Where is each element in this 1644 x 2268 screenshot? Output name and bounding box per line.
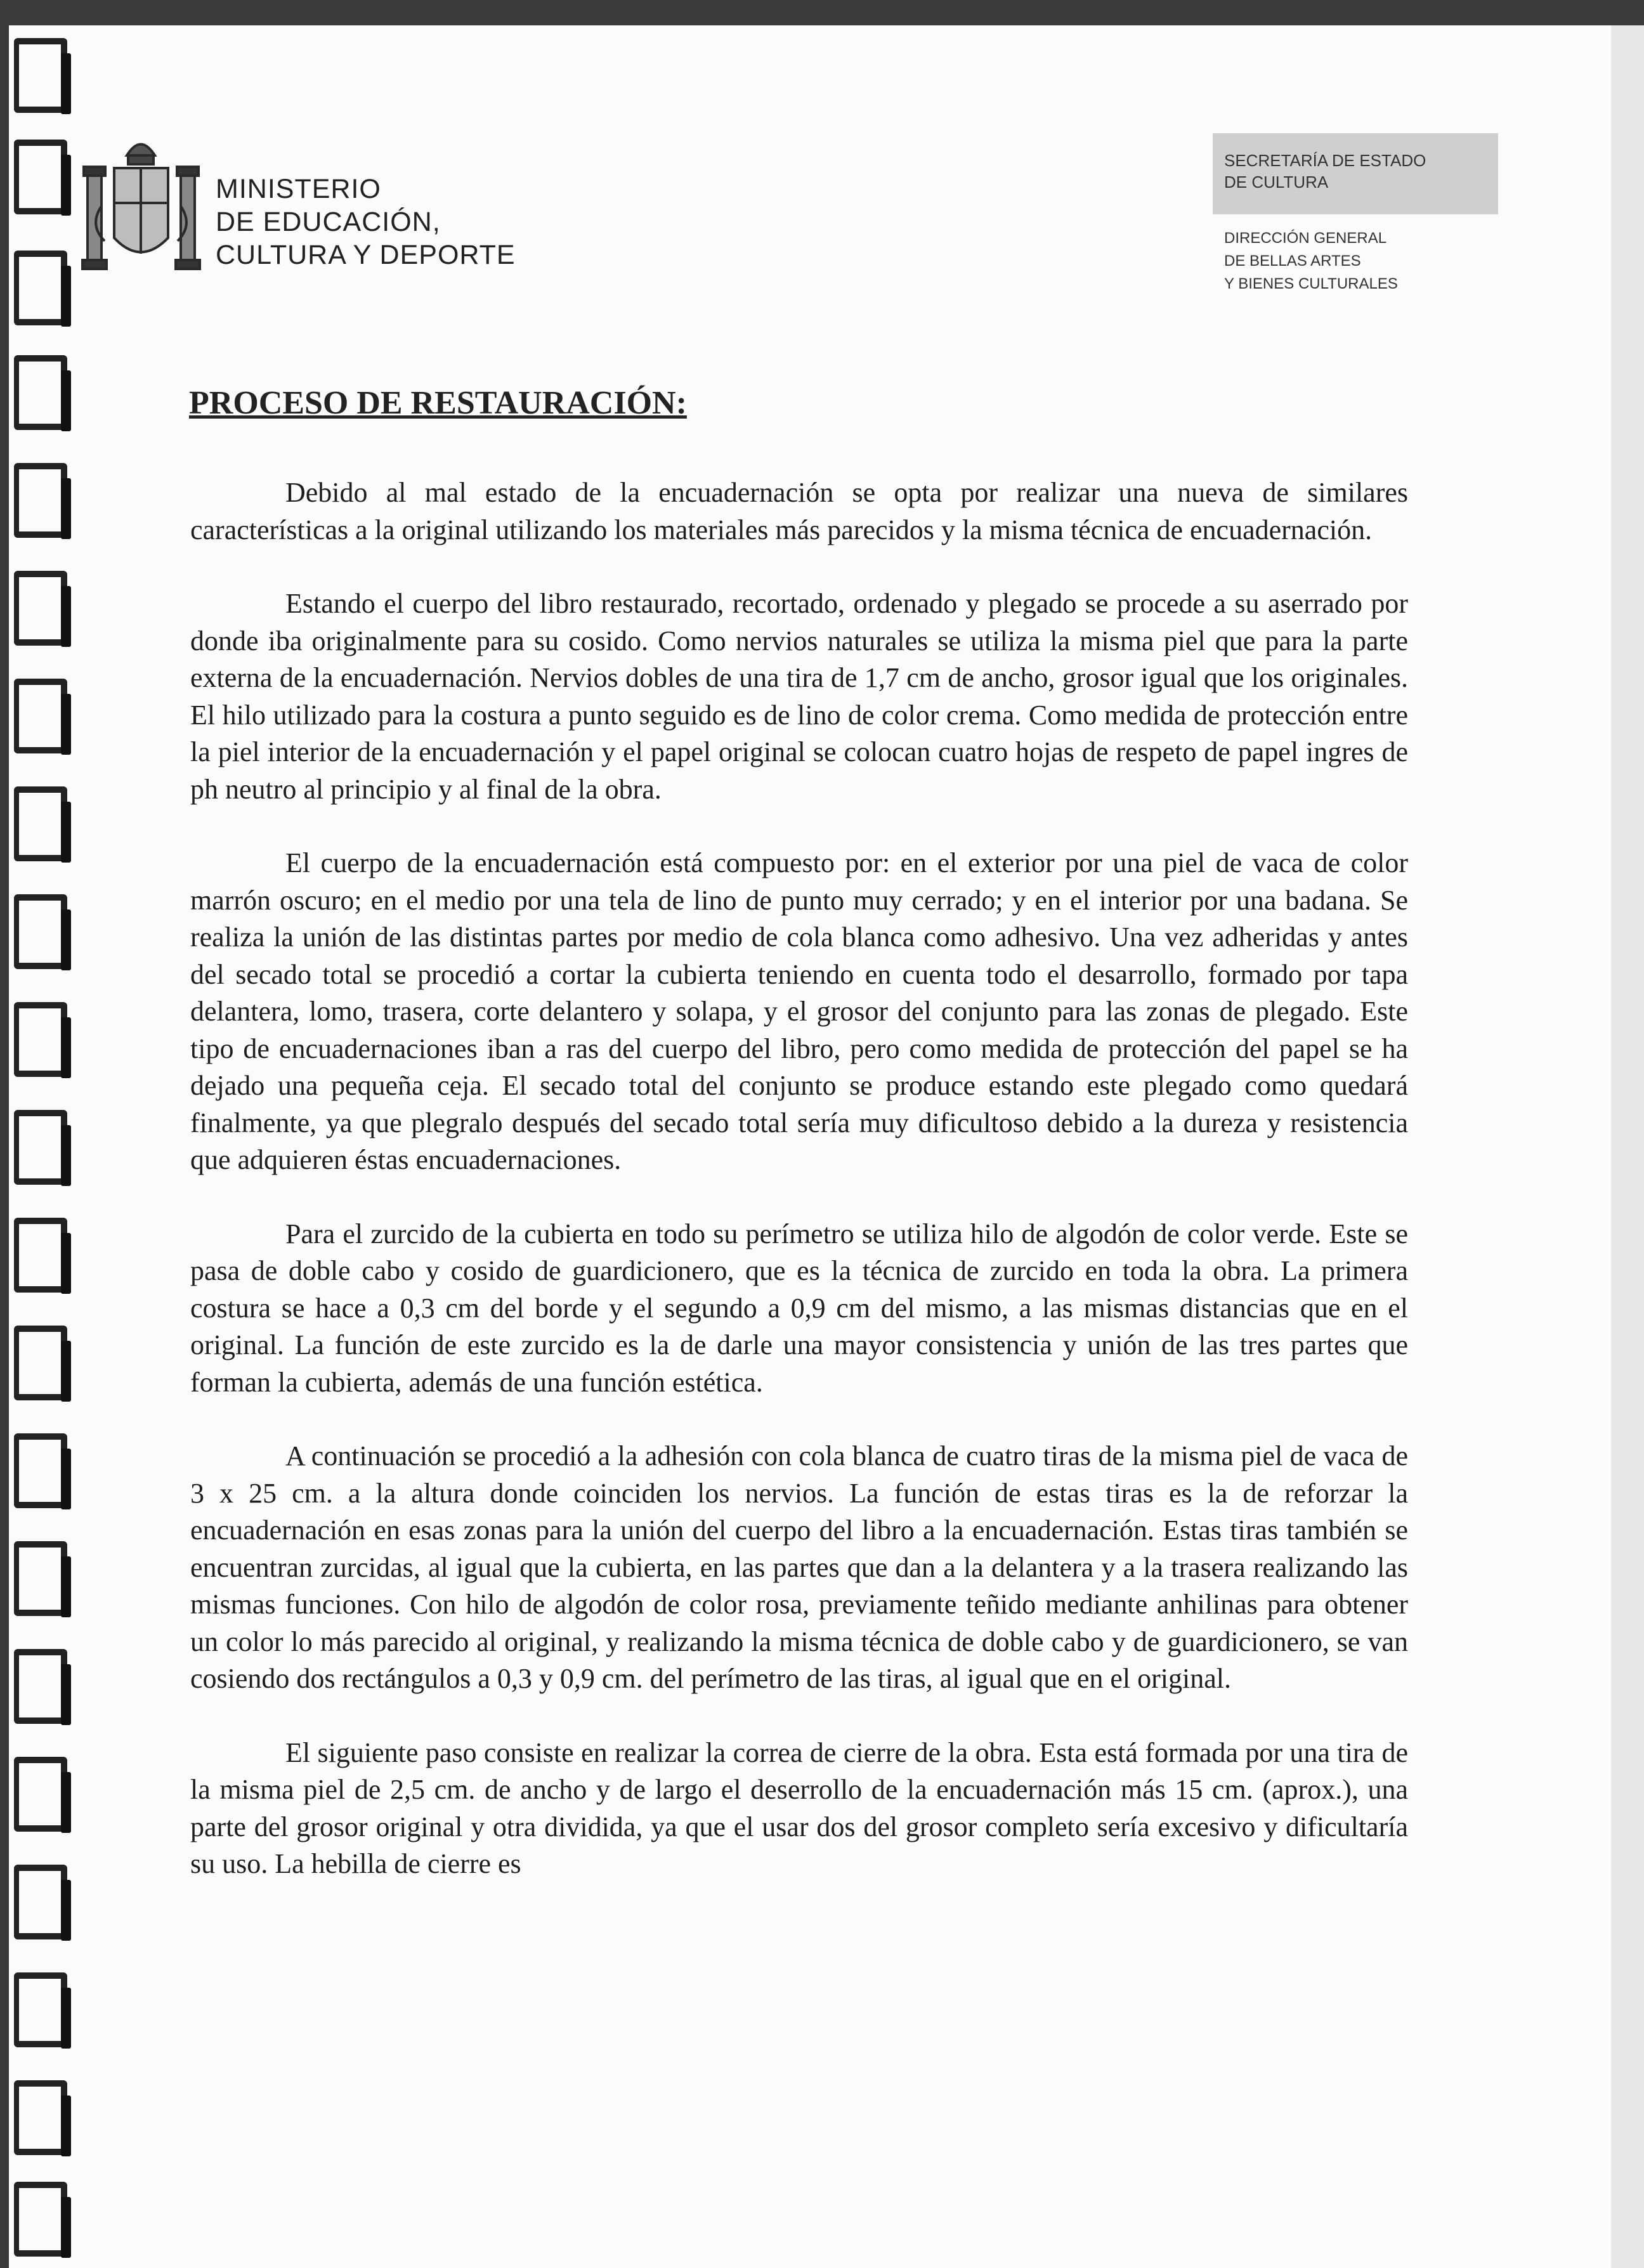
document-body xyxy=(190,474,1408,1920)
coat-of-arms-icon xyxy=(76,130,206,301)
direccion-line: DE BELLAS ARTES xyxy=(1224,252,1361,270)
page-edge xyxy=(1611,25,1644,2268)
body-paragraph: El cuerpo de la encuadernación está compuesto por: en el exterior por una piel de vaca de color marrón oscuro; en el medio por una tela de lino de punto muy cerrado; y en el interior por una badana. Se realiza la unión de las distintas partes por medio de cola blanca como adhesivo. Una vez adheridas y antes del secado total se procedió a cortar la cubierta teniendo en cuenta todo el desarrollo, formado por tapa delantera, lomo, trasera, corte delantero y solapa, y el grosor del conjunto para las zonas de plegado. Este tipo de encuadernaciones iban a ras del cuerpo del libro, pero como medida de protección del papel se ha dejado una pequeña ceja. El secado total del conjunto se produce estando este plegado como quedará finalmente, ya que plegralo después del secado total sería muy dificultoso debido a la dureza y resistencia que adquieren éstas encuadernaciones. xyxy=(190,847,1408,1175)
ministry-name xyxy=(216,173,516,271)
ministry-line: CULTURA Y DEPORTE xyxy=(216,240,516,270)
body-paragraph: Debido al mal estado de la encuadernación se opta por realizar una nueva de similares características a la original utilizando los materiales más parecidos y la misma técnica de encuadernación. xyxy=(190,477,1408,545)
spiral-binding xyxy=(0,0,89,2268)
body-paragraph: A continuación se procedió a la adhesión con cola blanca de cuatro tiras de la misma piel de vaca de 3 x 25 cm. a la altura donde coinciden los nervios. La función de estas tiras es la de reforzar la encuadernación en esas zonas para la unión del cuerpo del libro a la encuadernación. Estas tiras también se encuentran zurcidas, al igual que la cubierta, en las partes que dan a la delantera y a la trasera realizando las mismas funciones. Con hilo de algodón de color rosa, previamente teñido mediante anhilinas para obtener un color lo más parecido al original, y realizando la misma técnica de doble cabo y de guardicionero, se van cosiendo dos rectángulos a 0,3 y 0,9 cm. del perímetro de las tiras, al igual que en el original. xyxy=(190,1440,1408,1694)
direccion-line: DIRECCIÓN GENERAL xyxy=(1224,230,1387,247)
body-paragraph: Para el zurcido de la cubierta en todo su perímetro se utiliza hilo de algodón de color verde. Este se pasa de doble cabo y cosido de guardicionero, que es la técnica de zurcido en toda la obra. La primera costura se hace a 0,3 cm del borde y el segundo a 0,9 cm del mismo, a las mismas distancias que en el original. La función de este zurcido es la de darle una mayor consistencia y unión de las tres partes que forman la cubierta, además de una función estética. xyxy=(190,1218,1408,1398)
document-title: PROCESO DE RESTAURACIÓN: xyxy=(189,385,687,421)
body-paragraph: El siguiente paso consiste en realizar la correa de cierre de la obra. Esta está formada por una tira de la misma piel de 2,5 cm. de ancho y de largo el deserrollo de la encuadernación más 15 cm. (aprox.), una parte del grosor original y otra dividida, ya que el usar dos del grosor completo sería excesivo y dificultaría su uso. La hebilla de cierre es xyxy=(190,1737,1408,1879)
secretaria-line: SECRETARÍA DE ESTADO xyxy=(1224,151,1426,170)
secretaria-label xyxy=(1224,150,1426,193)
ministry-line: DE EDUCACIÓN, xyxy=(216,207,441,237)
secretaria-line: DE CULTURA xyxy=(1224,173,1329,192)
direccion-line: Y BIENES CULTURALES xyxy=(1224,275,1398,292)
direccion-label xyxy=(1224,227,1398,296)
body-paragraph: Estando el cuerpo del libro restaurado, recortado, ordenado y plegado se procede a su aserrado por donde iba originalmente para su cosido. Como nervios naturales se utiliza la misma piel que para la parte externa de la encuadernación. Nervios dobles de una tira de 1,7 cm de ancho, grosor igual que los originales. El hilo utilizado para la costura a punto seguido es de lino de color crema. Como medida de protección entre la piel interior de la encuadernación y el papel original se colocan cuatro hojas de respeto de papel ingres de ph neutro al principio y al final de la obra. xyxy=(190,588,1408,805)
ministry-line: MINISTERIO xyxy=(216,174,381,204)
